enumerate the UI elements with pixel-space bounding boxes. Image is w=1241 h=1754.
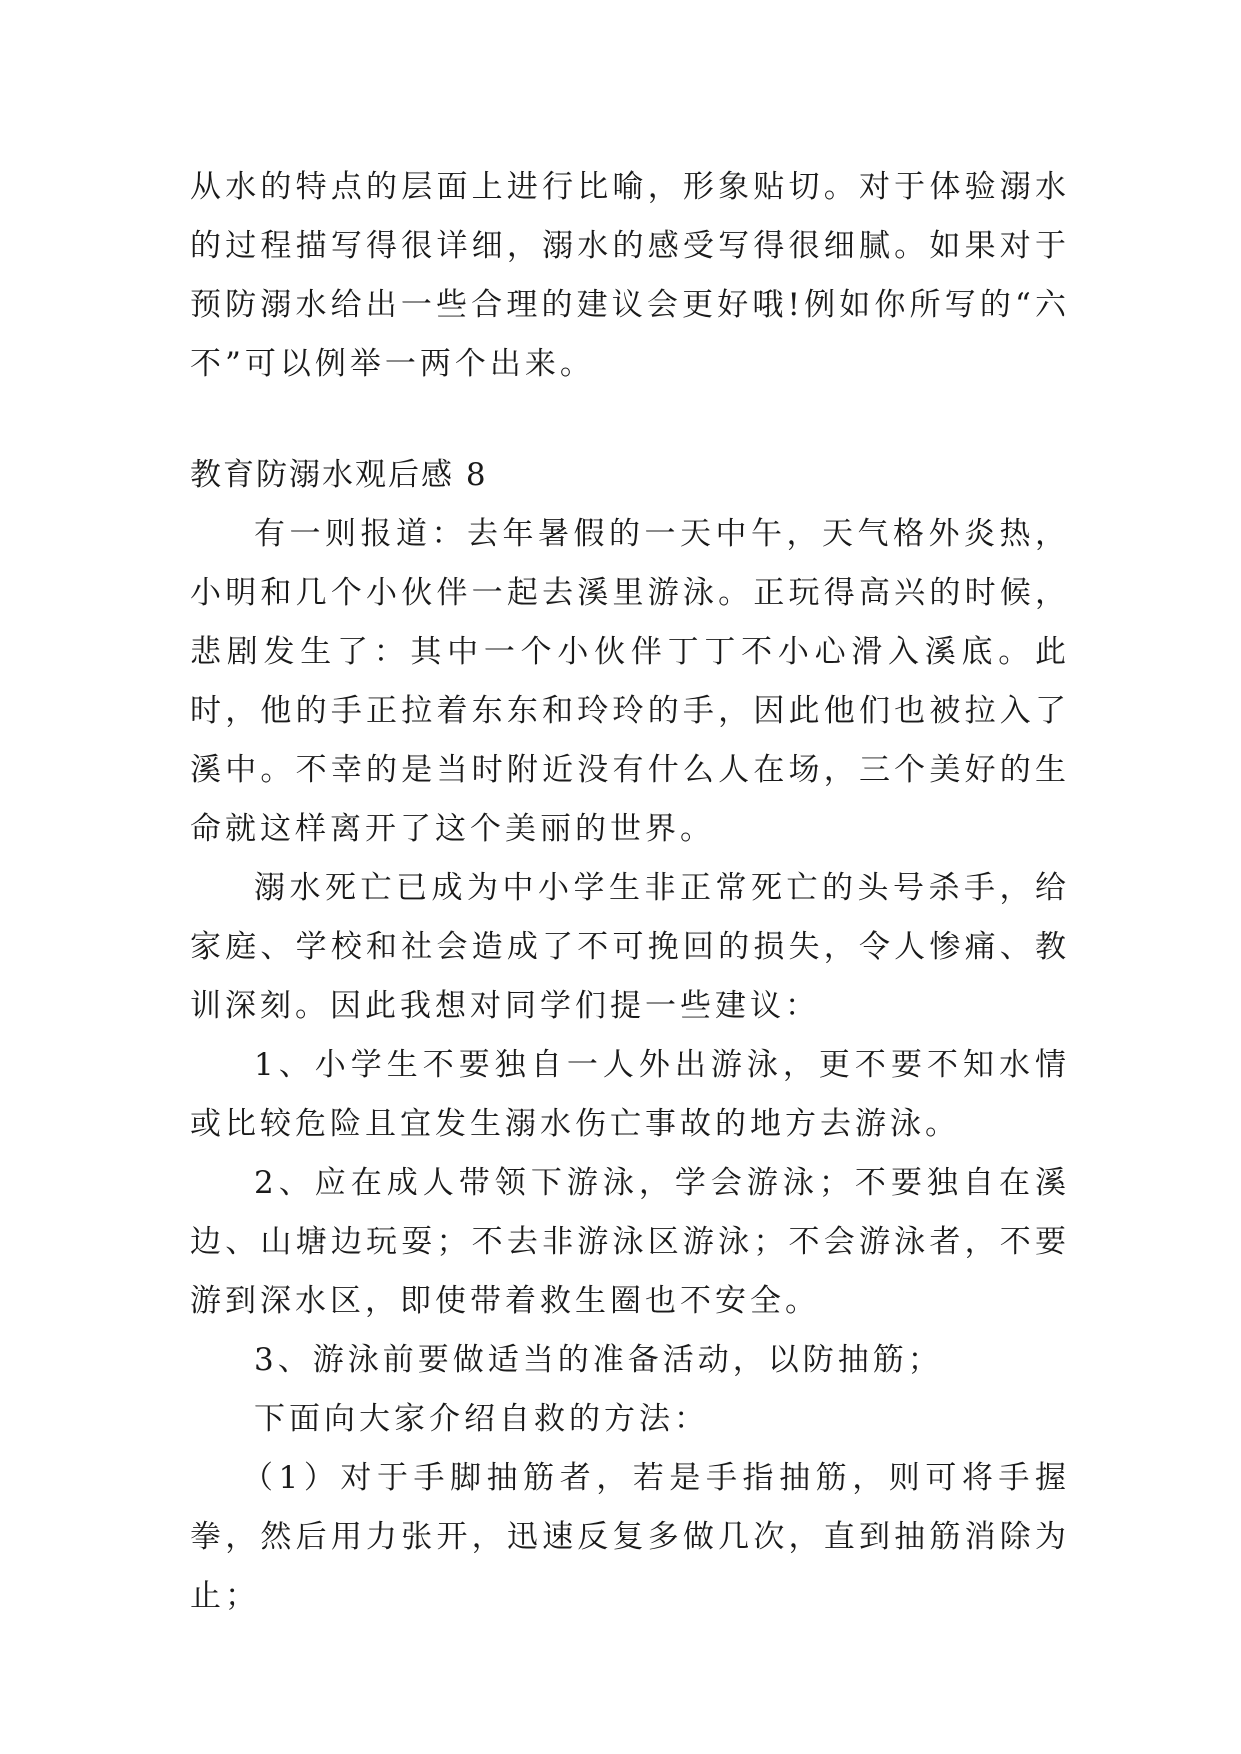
paragraph-advice-3: 3、游泳前要做适当的准备活动，以防抽筋； [254,1342,943,1378]
paragraph-drowning-stats: 溺水死亡已成为中小学生非正常死亡的头号杀手，给家庭、学校和社会造成了不可挽回的损失，令人惨痛、教训深刻。因此我想对同学们提一些建议： [190,870,1070,1024]
section-spacer [190,394,1070,446]
intro-comment: 从水的特点的层面上进行比喻，形象贴切。对于体验溺水的过程描写得很详细，溺水的感受写得很细腻。如果对于预防溺水给出一些合理的建议会更好哦!例如你所写的“六不”可以例举一两个出来。 [190,169,1070,382]
paragraph-advice-1: 1、小学生不要独自一人外出游泳，更不要不知水情或比较危险且宜发生溺水伤亡事故的地方去游泳。 [190,1047,1070,1142]
document-body [190,158,1070,1626]
section-title: 教育防溺水观后感 8 [190,457,488,493]
paragraph-self-rescue-1: （1）对于手脚抽筋者，若是手指抽筋，则可将手握拳，然后用力张开，迅速反复多做几次，直到抽筋消除为止； [190,1460,1070,1614]
paragraph-report: 有一则报道：去年暑假的一天中午，天气格外炎热，小明和几个小伙伴一起去溪里游泳。正玩得高兴的时候，悲剧发生了：其中一个小伙伴丁丁不小心滑入溪底。此时，他的手正拉着东东和玲玲的手，因此他们也被拉入了溪中。不幸的是当时附近没有什么人在场，三个美好的生命就这样离开了这个美丽的世界。 [190,516,1070,847]
paragraph-self-rescue-intro: 下面向大家介绍自救的方法： [254,1401,709,1437]
paragraph-advice-2: 2、应在成人带领下游泳，学会游泳；不要独自在溪边、山塘边玩耍；不去非游泳区游泳；不会游泳者，不要游到深水区，即使带着救生圈也不安全。 [190,1165,1070,1319]
